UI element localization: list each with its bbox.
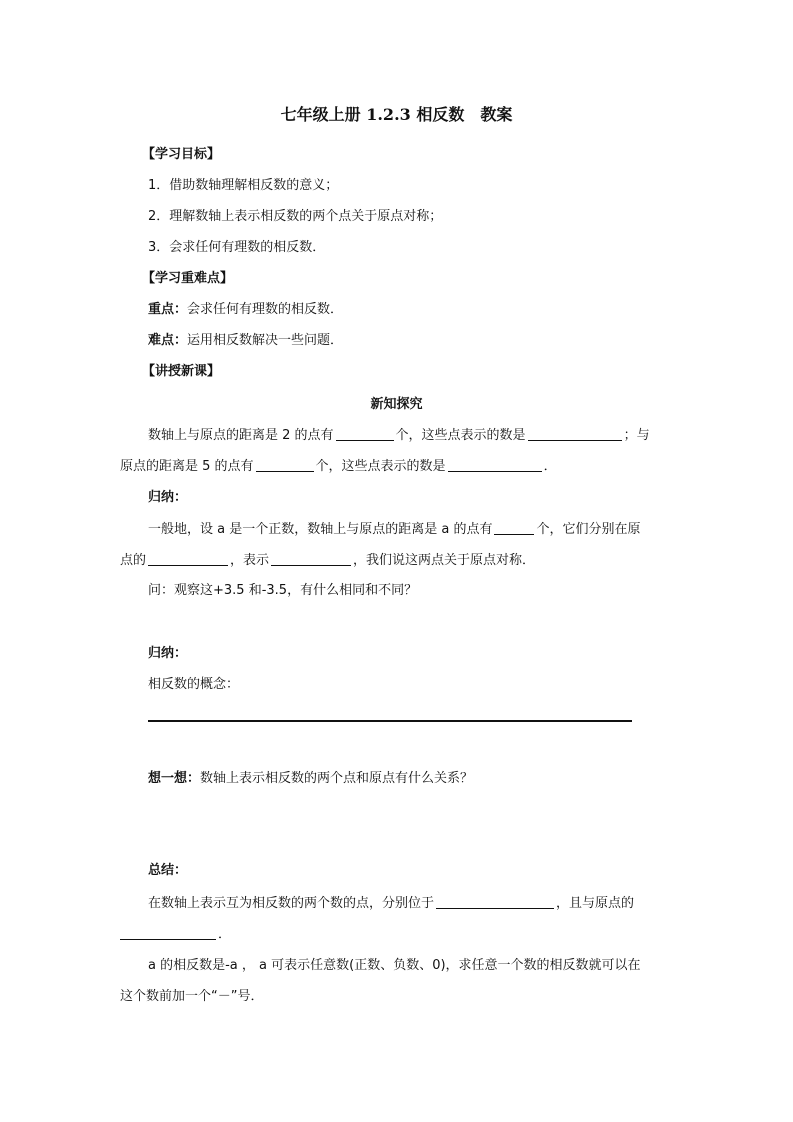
paragraph-2 <box>120 457 557 476</box>
think-label: 想一想： <box>148 771 201 786</box>
objective-item-1: 1．借助数轴理解相反数的意义； <box>148 178 339 193</box>
focus-text: 会求任何有理数的相反数． <box>187 302 344 317</box>
p1-text-a: 数轴上与原点的距离是 2 的点有 <box>148 428 334 443</box>
difficulty-line <box>148 332 343 350</box>
objective-item-3: 3．会求任何有理数的相反数． <box>148 240 326 255</box>
p2-text-c: ． <box>543 459 557 474</box>
focus-line <box>148 301 343 319</box>
focus-label: 重点： <box>148 302 188 317</box>
difficulty-label: 难点： <box>148 333 188 348</box>
answer-line[interactable] <box>148 720 632 722</box>
paragraph-6 <box>120 925 231 944</box>
p4-text-b: ，表示 <box>230 553 270 568</box>
paragraph-1 <box>148 426 650 445</box>
summary-label-1: 归纳： <box>148 490 188 505</box>
answer-blank[interactable] <box>528 426 622 441</box>
lesson-heading: 【讲授新课】 <box>142 364 221 379</box>
p1-text-b: 个，这些点表示的数是 <box>395 428 526 443</box>
lesson-subheading: 新知探究 <box>370 397 423 412</box>
p2-text-a: 原点的距离是 5 的点有 <box>120 459 254 474</box>
answer-blank[interactable] <box>448 457 542 472</box>
paragraph-5 <box>148 894 634 913</box>
p4-text-a: 点的 <box>120 553 147 568</box>
p6-end: ． <box>218 927 232 942</box>
paragraph-3 <box>148 520 640 539</box>
p3-text-b: 个，它们分别在原 <box>536 522 641 537</box>
summary-label-2: 归纳： <box>148 646 188 661</box>
objective-item-2: 2．理解数轴上表示相反数的两个点关于原点对称； <box>148 209 443 224</box>
think-text: 数轴上表示相反数的两个点和原点有什么关系？ <box>200 771 474 786</box>
objectives-heading: 【学习目标】 <box>142 147 221 162</box>
answer-blank[interactable] <box>256 457 314 472</box>
p5-text-b: ，且与原点的 <box>556 896 635 911</box>
answer-blank[interactable] <box>436 894 554 909</box>
answer-blank[interactable] <box>271 551 351 566</box>
p4-text-c: ，我们说这两点关于原点对称． <box>353 553 536 568</box>
p1-text-c: ；与 <box>623 428 650 443</box>
document-title: 七年级上册 1.2.3 相反数 教案 <box>280 105 513 124</box>
answer-blank[interactable] <box>494 520 534 535</box>
paragraph-7: a 的相反数是-a ， a 可表示任意数(正数、负数、0)，求任意一个数的相反数就可以在 <box>148 958 641 973</box>
answer-blank[interactable] <box>336 426 394 441</box>
answer-blank[interactable] <box>148 551 228 566</box>
answer-blank[interactable] <box>120 925 216 940</box>
difficulty-text: 运用相反数解决一些问题． <box>187 333 344 348</box>
p5-text-a: 在数轴上表示互为相反数的两个数的点，分别位于 <box>148 896 435 911</box>
p3-text-a: 一般地，设 a 是一个正数，数轴上与原点的距离是 a 的点有 <box>148 522 493 537</box>
paragraph-8: 这个数前加一个“－”号． <box>120 989 264 1004</box>
question-line: 问：观察这+3.5 和-3.5，有什么相同和不同？ <box>148 583 418 598</box>
think-line <box>148 770 473 788</box>
key-points-heading: 【学习重难点】 <box>142 271 234 286</box>
p2-text-b: 个，这些点表示的数是 <box>315 459 446 474</box>
paragraph-4 <box>120 551 535 570</box>
concept-label: 相反数的概念： <box>148 677 240 692</box>
conclusion-label: 总结： <box>148 863 188 878</box>
